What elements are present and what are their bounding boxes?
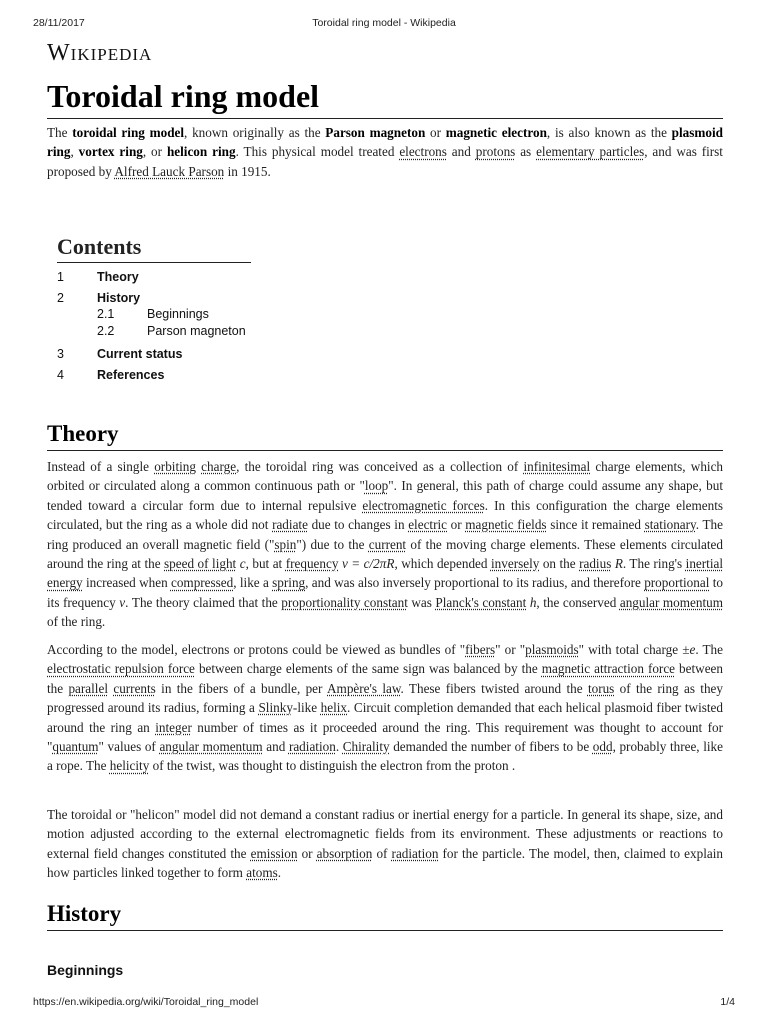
wikipedia-wordmark[interactable]: Wikipedia: [47, 40, 153, 66]
article-link[interactable]: inversely: [490, 556, 540, 572]
toc-label: Current status: [97, 347, 183, 361]
theory-paragraph-2: According to the model, electrons or protons could be viewed as bundles of "fibers" or "plasmoids" with total charge ±e. The electrostatic repulsion force between charge elements of the same sign was balanced by the magnetic attraction force between the parallel currents in the fibers of a bundle, per Ampère's law. These fibers twisted around the torus of the ring as they progressed around its radius, forming a Slinky-like helix. Circuit completion demanded that each helical plasmoid fiber twisted around the ring an integer number of times as it proceeded around the ring. This requirement was thought to account for "quantum" values of angular momentum and radiation. Chirality demanded the number of fibers to be odd, probably three, like a rope. The helicity of the twist, was thought to distinguish the electron from the proton .: [47, 642, 724, 774]
article-link[interactable]: Slinky: [258, 700, 293, 716]
article-link[interactable]: radiation: [288, 739, 336, 755]
article-link[interactable]: proportional: [644, 575, 710, 591]
math-variable: ν: [119, 594, 126, 610]
article-link[interactable]: electromagnetic forces: [362, 497, 485, 513]
article-link[interactable]: radiate: [272, 517, 308, 533]
article-link[interactable]: torus: [587, 680, 615, 696]
math-variable: R: [614, 556, 623, 572]
article-link[interactable]: radius: [579, 556, 612, 572]
article-link[interactable]: helicity: [109, 758, 150, 774]
math-variable: c: [239, 556, 246, 572]
article-link[interactable]: emission: [250, 845, 298, 861]
article-link[interactable]: absorption: [316, 845, 373, 861]
article-link[interactable]: frequency: [285, 556, 339, 572]
article-link[interactable]: compressed: [170, 575, 234, 591]
section-heading-theory: Theory: [47, 419, 723, 451]
print-page-number: 1/4: [720, 996, 735, 1008]
article-link[interactable]: Alfred Lauck Parson: [114, 163, 225, 179]
article-link[interactable]: magnetic fields: [465, 517, 547, 533]
math-variable: ν = c/2πR: [341, 556, 395, 572]
article-link[interactable]: magnetic attraction force: [541, 661, 676, 677]
intro-paragraph: The toroidal ring model, known originally as the Parson magneton or magnetic electron, is also known as the plasmoid ring, vortex ring, or helicon ring. This physical model treated electrons and protons as elementary particles, and was first proposed by Alfred Lauck Parson in 1915.: [47, 125, 723, 179]
article-link[interactable]: infinitesimal: [523, 459, 591, 474]
article-link[interactable]: atoms: [246, 865, 278, 881]
toc-label: Theory: [97, 270, 139, 284]
print-page-title: Toroidal ring model - Wikipedia: [312, 17, 456, 29]
article-link[interactable]: electric: [408, 517, 447, 533]
toc-number: 2.1: [97, 307, 115, 321]
article-link[interactable]: radiation: [391, 845, 439, 861]
toc-label: History: [97, 291, 141, 305]
print-date: 28/11/2017: [33, 17, 85, 29]
table-of-contents: [47, 232, 257, 382]
toc-label: References: [97, 368, 165, 382]
toc-number: 4: [57, 368, 64, 382]
article-link[interactable]: Ampère's law: [327, 680, 401, 696]
article-link[interactable]: electrostatic repulsion force: [47, 661, 195, 677]
article-link[interactable]: elementary particles: [536, 144, 645, 160]
math-variable: ±e: [682, 642, 696, 657]
article-link[interactable]: quantum: [52, 739, 99, 755]
article-link[interactable]: protons: [475, 144, 516, 160]
article-link[interactable]: speed of light: [164, 556, 237, 572]
article-link[interactable]: Planck's constant: [435, 594, 527, 610]
bold-term: helicon: [166, 144, 208, 160]
article-link[interactable]: proportionality constant: [281, 594, 408, 610]
math-variable: h: [529, 594, 537, 610]
article-link[interactable]: loop: [364, 478, 389, 494]
bold-term: ring: [47, 144, 71, 160]
section-heading-history: History: [47, 899, 723, 931]
page-title: Toroidal ring model: [47, 76, 723, 119]
article-link[interactable]: inertial energy: [47, 556, 724, 591]
article-link[interactable]: spring: [272, 575, 306, 591]
print-url: https://en.wikipedia.org/wiki/Toroidal_ring_model: [33, 996, 259, 1008]
toc-label: Beginnings: [147, 307, 209, 321]
bold-term: ring: [119, 144, 143, 160]
bold-term: magnetic electron: [445, 125, 547, 140]
subsection-heading-beginnings: Beginnings: [47, 962, 124, 978]
toc-number: 2: [57, 291, 64, 305]
toc-label: Parson magneton: [147, 324, 246, 338]
article-link[interactable]: angular momentum: [159, 739, 263, 755]
bold-term: toroidal ring model: [72, 125, 185, 140]
article-link[interactable]: Chirality: [342, 739, 390, 755]
article-link[interactable]: stationary: [644, 517, 696, 533]
toc-title: Contents: [57, 232, 251, 263]
article-link[interactable]: angular momentum: [619, 594, 723, 610]
article-link[interactable]: parallel: [68, 680, 108, 696]
theory-paragraph-1: Instead of a single orbiting charge, the toroidal ring was conceived as a collection of infinitesimal charge elements, which orbited or circulated along a common continuous path or "loop". In general, this path of charge could assume any shape, but tended toward a circular form due to internal repulsive electromagnetic forces. In this configuration the charge elements circulated, but the ring as a whole did not radiate due to changes in electric or magnetic fields since it remained stationary. The ring produced an overall magnetic field ("spin") due to the current of the moving charge elements. These elements circulated around the ring at the speed of light c, but at frequency ν = c/2πR, which depended inversely on the radius R. The ring's inertial energy increased when compressed, like a spring, and was also inversely proportional to its radius, and therefore proportional to its frequency ν. The theory claimed that the proportionality constant was Planck's constant h, the conserved angular momentum of the ring.: [47, 459, 724, 630]
article-link[interactable]: electrons: [399, 144, 447, 160]
bold-term: plasmoid: [671, 125, 723, 140]
toc-number: 3: [57, 347, 64, 361]
article-link[interactable]: helix: [320, 700, 348, 716]
theory-paragraph-3: The toroidal or "helicon" model did not demand a constant radius or inertial energy for a particle. In general its shape, size, and motion adjusted according to the external electromagnetic fields from its environment. These adjustments or reactions to external field changes constituted the emission or absorption of radiation for the particle. The model, then, claimed to explain how particles linked together to form atoms.: [47, 807, 723, 881]
article-link[interactable]: integer: [155, 719, 192, 735]
article-link[interactable]: spin: [274, 536, 297, 552]
bold-term: Parson magneton: [325, 125, 426, 140]
article-link[interactable]: charge: [201, 459, 237, 474]
article-link[interactable]: orbiting: [154, 459, 196, 474]
article-link[interactable]: fibers: [465, 642, 496, 657]
bold-term: vortex: [78, 144, 115, 160]
article-link[interactable]: current: [368, 536, 407, 552]
article-link[interactable]: currents: [113, 680, 156, 696]
toc-number: 1: [57, 270, 64, 284]
print-header: [33, 17, 735, 31]
bold-term: ring: [212, 144, 236, 160]
print-footer: [33, 996, 735, 1010]
toc-number: 2.2: [97, 324, 115, 338]
article-link[interactable]: odd: [592, 739, 613, 755]
article-link[interactable]: plasmoids: [525, 642, 579, 657]
